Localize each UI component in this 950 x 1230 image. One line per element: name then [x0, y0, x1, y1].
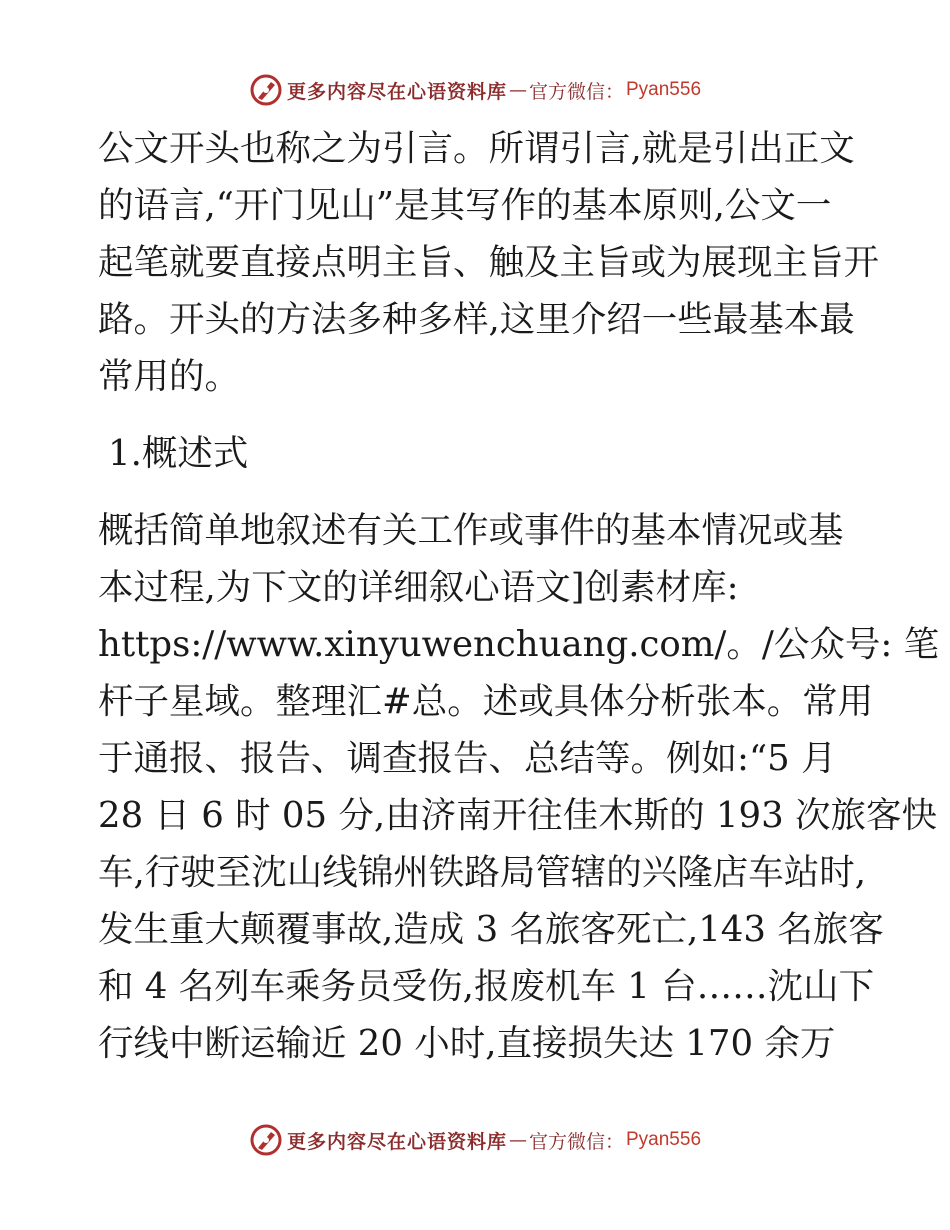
text-line: 路。开头的方法多种多样,这里介绍一些最基本最 [98, 299, 855, 340]
text-line: 杆子星域。整理汇#总。述或具体分析张本。常用 [98, 681, 874, 722]
text-line: 概括简单地叙述有关工作或事件的基本情况或基 [98, 510, 844, 551]
text-line: 本过程,为下文的详细叙心语文]创素材库: [98, 567, 739, 608]
paragraph-overview [98, 502, 940, 1072]
text-line: 起笔就要直接点明主旨、触及主旨或为展现主旨开 [98, 242, 880, 283]
text-line: 和 4 名列车乘务员受伤,报废机车 1 台……沈山下 [98, 966, 875, 1007]
banner-title: 更多内容尽在心语资料库 [286, 80, 507, 103]
text-line: 于通报、报告、调查报告、总结等。例如:“5 月 [98, 738, 837, 779]
paragraph-intro [98, 120, 880, 405]
text-line: 28 日 6 时 05 分,由济南开往佳木斯的 193 次旅客快 [98, 795, 937, 836]
text-line: https://www.xinyuwenchuang.com/。/公众号: 笔 [98, 624, 940, 665]
banner-wechat-id: Pyan556 [626, 1129, 702, 1150]
pen-logo-icon [249, 73, 283, 107]
document-body [98, 120, 940, 1072]
banner-dash: — [508, 1129, 527, 1151]
text-line: 行线中断运输近 20 小时,直接损失达 170 余万 [98, 1023, 836, 1064]
text-line: 的语言,“开门见山”是其写作的基本原则,公文一 [98, 185, 832, 226]
banner-official-label: 官方微信： [528, 1130, 624, 1153]
banner-official-label: 官方微信： [528, 80, 624, 103]
text-line: 发生重大颠覆事故,造成 3 名旅客死亡,143 名旅客 [98, 909, 884, 950]
banner-title: 更多内容尽在心语资料库 [286, 1130, 507, 1153]
pen-logo-icon [249, 1123, 283, 1157]
banner-wechat-id: Pyan556 [626, 79, 702, 100]
text-line: 常用的。 [98, 356, 241, 397]
text-line: 公文开头也称之为引言。所谓引言,就是引出正文 [98, 128, 855, 169]
section-heading: 1.概述式 [108, 433, 249, 474]
footer-watermark-banner [0, 1120, 950, 1160]
text-line: 车,行驶至沈山线锦州铁路局管辖的兴隆店车站时, [98, 852, 867, 893]
banner-dash: — [508, 79, 527, 101]
header-watermark-banner [0, 70, 950, 110]
